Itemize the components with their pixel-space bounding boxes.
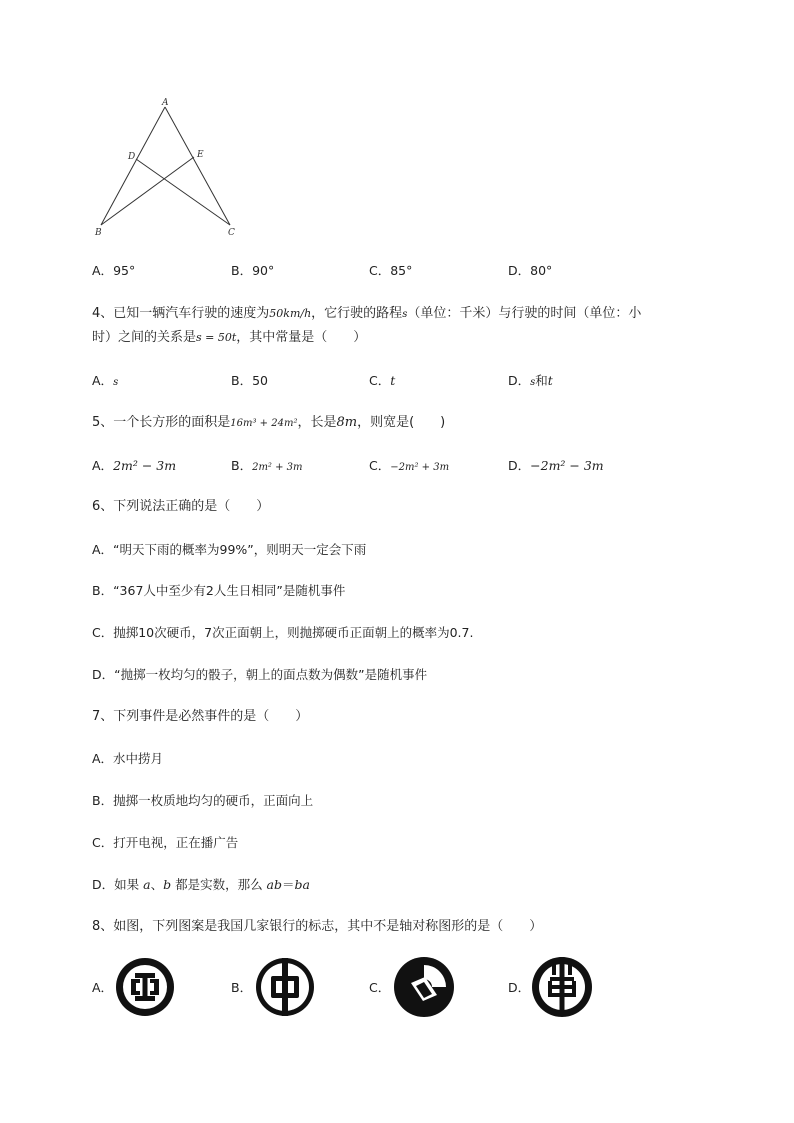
q3-option-c[interactable]: C．85°: [369, 263, 413, 278]
boc-logo-icon: [254, 956, 316, 1018]
icbc-logo-icon: [114, 956, 176, 1018]
q3-option-a[interactable]: A．95°: [92, 263, 136, 278]
q4-stem-line2: 时）之间的关系是s = 50t，其中常量是（ ）: [92, 330, 367, 345]
q8-option-d-letter[interactable]: D．: [508, 980, 531, 995]
q4-option-c[interactable]: C．t: [369, 373, 396, 388]
q3-option-b[interactable]: B．90°: [231, 263, 275, 278]
ccb-logo-icon: [392, 955, 456, 1019]
q3-option-d[interactable]: D．80°: [508, 263, 553, 278]
q7-stem: 7、下列事件是必然事件的是（ ）: [92, 709, 309, 724]
vertex-label-d: D: [128, 152, 136, 162]
q4-stem-line1: 4、已知一辆汽车行驶的速度为50km/h，它行驶的路程s（单位：千米）与行驶的时间（单位：小: [92, 306, 642, 321]
triangle-figure: [85, 95, 250, 245]
q6-option-b[interactable]: B．“367人中至少有2人生日相同”是随机事件: [92, 583, 346, 598]
abc-logo-icon: [530, 955, 594, 1019]
q8-stem: 8、如图，下列图案是我国几家银行的标志，其中不是轴对称图形的是（ ）: [92, 919, 543, 934]
q7-option-a[interactable]: A．水中捞月: [92, 751, 164, 766]
q8-option-a-letter[interactable]: A．: [92, 980, 114, 995]
q7-option-c[interactable]: C．打开电视，正在播广告: [92, 835, 239, 850]
q7-option-d[interactable]: D．如果 a、b 都是实数，那么 ab＝ba: [92, 877, 310, 892]
q7-option-b[interactable]: B．抛掷一枚质地均匀的硬币，正面向上: [92, 793, 314, 808]
q4-option-b[interactable]: B．50: [231, 373, 268, 388]
q8-option-b-letter[interactable]: B．: [231, 980, 253, 995]
q6-option-d[interactable]: D．“抛掷一枚均匀的骰子，朝上的面点数为偶数”是随机事件: [92, 667, 428, 682]
vertex-label-e: E: [197, 150, 204, 160]
q5-option-d[interactable]: D．−2m² − 3m: [508, 458, 604, 473]
q6-option-c[interactable]: C．抛掷10次硬币，7次正面朝上，则抛掷硬币正面朝上的概率为0.7.: [92, 625, 474, 640]
q6-option-a[interactable]: A．“明天下雨的概率为99%”，则明天一定会下雨: [92, 542, 367, 557]
q5-option-c[interactable]: C．−2m² + 3m: [369, 458, 450, 473]
vertex-label-a: A: [162, 98, 169, 108]
q5-option-a[interactable]: A．2m² − 3m: [92, 458, 177, 473]
q6-stem: 6、下列说法正确的是（ ）: [92, 499, 270, 514]
q4-option-d[interactable]: D．s和t: [508, 373, 553, 388]
vertex-label-b: B: [95, 228, 102, 238]
q5-option-b[interactable]: B．2m² + 3m: [231, 458, 303, 473]
q4-option-a[interactable]: A．s: [92, 373, 119, 388]
q5-stem: 5、一个长方形的面积是16m³ + 24m²，长是8m，则宽是( ): [92, 415, 446, 430]
vertex-label-c: C: [228, 228, 235, 238]
q8-option-c-letter[interactable]: C．: [369, 980, 391, 995]
